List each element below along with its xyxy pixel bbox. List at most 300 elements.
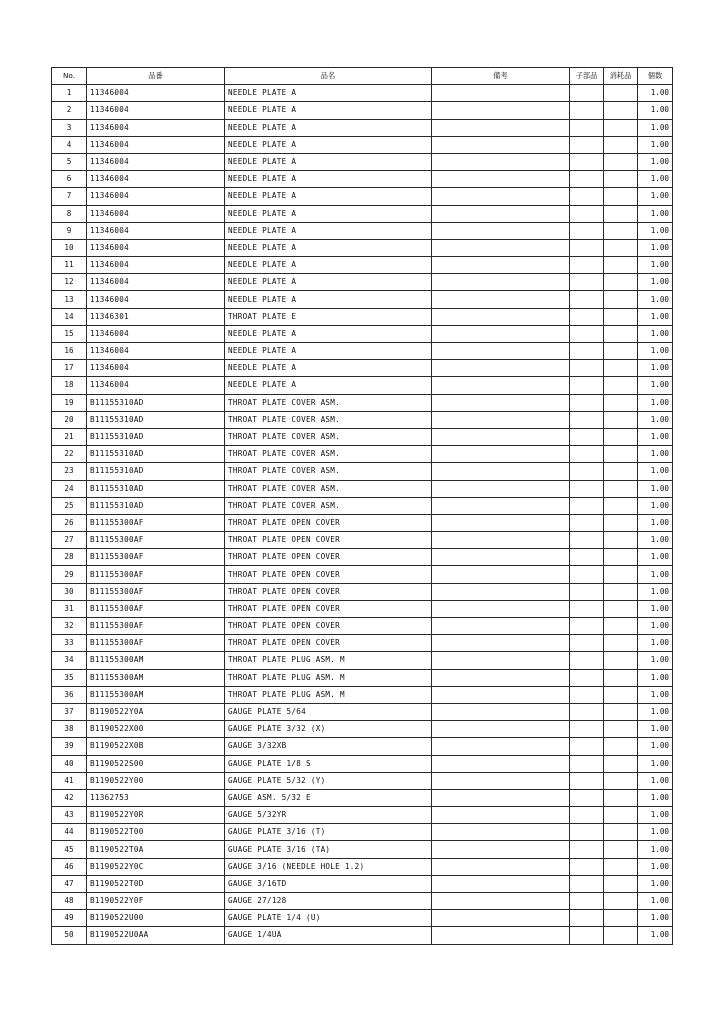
sub-part-cell — [570, 343, 604, 360]
part-number: 11346004 — [87, 239, 225, 256]
part-name: NEEDLE PLATE A — [225, 119, 432, 136]
consumable-cell — [604, 772, 638, 789]
remarks-cell — [432, 789, 570, 806]
part-number: B11155300AM — [87, 686, 225, 703]
part-number: B1190522Y0R — [87, 807, 225, 824]
consumable-cell — [604, 222, 638, 239]
consumable-cell — [604, 600, 638, 617]
quantity: 1.00 — [638, 325, 673, 342]
remarks-cell — [432, 291, 570, 308]
sub-part-cell — [570, 532, 604, 549]
row-number: 37 — [52, 703, 87, 720]
remarks-cell — [432, 119, 570, 136]
quantity: 1.00 — [638, 497, 673, 514]
part-name: NEEDLE PLATE A — [225, 205, 432, 222]
quantity: 1.00 — [638, 446, 673, 463]
part-number: B1190522U00 — [87, 910, 225, 927]
part-number: 11346004 — [87, 291, 225, 308]
table-row — [52, 205, 673, 222]
table-row — [52, 497, 673, 514]
table-row — [52, 807, 673, 824]
header-sub-part: 子部品 — [570, 68, 604, 85]
part-name: GAUGE 27/128 — [225, 893, 432, 910]
sub-part-cell — [570, 308, 604, 325]
remarks-cell — [432, 549, 570, 566]
remarks-cell — [432, 772, 570, 789]
consumable-cell — [604, 360, 638, 377]
table-header-row — [52, 68, 673, 85]
row-number: 45 — [52, 841, 87, 858]
part-name: GAUGE PLATE 5/64 — [225, 703, 432, 720]
part-name: THROAT PLATE COVER ASM. — [225, 411, 432, 428]
part-name: NEEDLE PLATE A — [225, 343, 432, 360]
part-name: THROAT PLATE COVER ASM. — [225, 497, 432, 514]
part-name: GAUGE 5/32YR — [225, 807, 432, 824]
part-number: 11346004 — [87, 188, 225, 205]
table-row — [52, 119, 673, 136]
sub-part-cell — [570, 686, 604, 703]
part-name: NEEDLE PLATE A — [225, 325, 432, 342]
remarks-cell — [432, 824, 570, 841]
remarks-cell — [432, 239, 570, 256]
remarks-cell — [432, 618, 570, 635]
consumable-cell — [604, 807, 638, 824]
part-number: B11155310AD — [87, 428, 225, 445]
part-name: THROAT PLATE PLUG ASM. M — [225, 652, 432, 669]
remarks-cell — [432, 274, 570, 291]
quantity: 1.00 — [638, 875, 673, 892]
part-name: NEEDLE PLATE A — [225, 136, 432, 153]
row-number: 20 — [52, 411, 87, 428]
quantity: 1.00 — [638, 721, 673, 738]
consumable-cell — [604, 686, 638, 703]
consumable-cell — [604, 136, 638, 153]
sub-part-cell — [570, 824, 604, 841]
quantity: 1.00 — [638, 274, 673, 291]
quantity: 1.00 — [638, 566, 673, 583]
consumable-cell — [604, 841, 638, 858]
quantity: 1.00 — [638, 171, 673, 188]
consumable-cell — [604, 858, 638, 875]
row-number: 21 — [52, 428, 87, 445]
row-number: 31 — [52, 600, 87, 617]
table-row — [52, 239, 673, 256]
consumable-cell — [604, 171, 638, 188]
consumable-cell — [604, 205, 638, 222]
part-number: B1190522T0A — [87, 841, 225, 858]
consumable-cell — [604, 824, 638, 841]
quantity: 1.00 — [638, 257, 673, 274]
quantity: 1.00 — [638, 600, 673, 617]
consumable-cell — [604, 257, 638, 274]
remarks-cell — [432, 875, 570, 892]
remarks-cell — [432, 394, 570, 411]
row-number: 2 — [52, 102, 87, 119]
part-name: THROAT PLATE COVER ASM. — [225, 446, 432, 463]
quantity: 1.00 — [638, 153, 673, 170]
quantity: 1.00 — [638, 789, 673, 806]
row-number: 7 — [52, 188, 87, 205]
part-name: NEEDLE PLATE A — [225, 85, 432, 102]
row-number: 25 — [52, 497, 87, 514]
consumable-cell — [604, 102, 638, 119]
part-number: 11346004 — [87, 85, 225, 102]
header-no: No. — [52, 68, 87, 85]
consumable-cell — [604, 721, 638, 738]
table-row — [52, 325, 673, 342]
table-row — [52, 532, 673, 549]
remarks-cell — [432, 308, 570, 325]
remarks-cell — [432, 411, 570, 428]
sub-part-cell — [570, 738, 604, 755]
consumable-cell — [604, 583, 638, 600]
consumable-cell — [604, 927, 638, 944]
row-number: 33 — [52, 635, 87, 652]
table-row — [52, 721, 673, 738]
table-row — [52, 343, 673, 360]
row-number: 1 — [52, 85, 87, 102]
table-row — [52, 102, 673, 119]
remarks-cell — [432, 910, 570, 927]
part-name: GAUGE PLATE 1/8 S — [225, 755, 432, 772]
remarks-cell — [432, 755, 570, 772]
part-name: NEEDLE PLATE A — [225, 360, 432, 377]
sub-part-cell — [570, 239, 604, 256]
sub-part-cell — [570, 274, 604, 291]
part-name: THROAT PLATE OPEN COVER — [225, 618, 432, 635]
part-name: NEEDLE PLATE A — [225, 102, 432, 119]
table-row — [52, 257, 673, 274]
sub-part-cell — [570, 325, 604, 342]
consumable-cell — [604, 239, 638, 256]
table-row — [52, 789, 673, 806]
part-number: B11155300AF — [87, 514, 225, 531]
table-row — [52, 893, 673, 910]
sub-part-cell — [570, 875, 604, 892]
part-number: B11155310AD — [87, 463, 225, 480]
remarks-cell — [432, 532, 570, 549]
sub-part-cell — [570, 669, 604, 686]
quantity: 1.00 — [638, 514, 673, 531]
row-number: 47 — [52, 875, 87, 892]
sub-part-cell — [570, 858, 604, 875]
remarks-cell — [432, 136, 570, 153]
remarks-cell — [432, 858, 570, 875]
part-name: NEEDLE PLATE A — [225, 171, 432, 188]
remarks-cell — [432, 703, 570, 720]
consumable-cell — [604, 153, 638, 170]
sub-part-cell — [570, 618, 604, 635]
table-row — [52, 222, 673, 239]
consumable-cell — [604, 618, 638, 635]
part-name: THROAT PLATE OPEN COVER — [225, 635, 432, 652]
consumable-cell — [604, 463, 638, 480]
sub-part-cell — [570, 514, 604, 531]
quantity: 1.00 — [638, 291, 673, 308]
remarks-cell — [432, 669, 570, 686]
remarks-cell — [432, 927, 570, 944]
part-number: B11155310AD — [87, 497, 225, 514]
part-name: GAUGE PLATE 3/16 (T) — [225, 824, 432, 841]
quantity: 1.00 — [638, 360, 673, 377]
table-row — [52, 669, 673, 686]
consumable-cell — [604, 549, 638, 566]
row-number: 44 — [52, 824, 87, 841]
part-name: GUAGE PLATE 3/16 (TA) — [225, 841, 432, 858]
part-number: B11155300AF — [87, 532, 225, 549]
part-name: THROAT PLATE OPEN COVER — [225, 514, 432, 531]
part-number: B11155300AM — [87, 652, 225, 669]
part-number: 11346004 — [87, 377, 225, 394]
quantity: 1.00 — [638, 532, 673, 549]
quantity: 1.00 — [638, 618, 673, 635]
part-name: THROAT PLATE PLUG ASM. M — [225, 686, 432, 703]
remarks-cell — [432, 721, 570, 738]
part-number: B1190522T0D — [87, 875, 225, 892]
remarks-cell — [432, 583, 570, 600]
row-number: 16 — [52, 343, 87, 360]
consumable-cell — [604, 291, 638, 308]
header-quantity: 個数 — [638, 68, 673, 85]
consumable-cell — [604, 875, 638, 892]
remarks-cell — [432, 360, 570, 377]
sub-part-cell — [570, 446, 604, 463]
quantity: 1.00 — [638, 188, 673, 205]
header-part-name: 品名 — [225, 68, 432, 85]
sub-part-cell — [570, 360, 604, 377]
table-row — [52, 377, 673, 394]
table-row — [52, 188, 673, 205]
sub-part-cell — [570, 721, 604, 738]
part-name: THROAT PLATE COVER ASM. — [225, 394, 432, 411]
quantity: 1.00 — [638, 102, 673, 119]
row-number: 9 — [52, 222, 87, 239]
part-name: THROAT PLATE PLUG ASM. M — [225, 669, 432, 686]
part-number: 11346004 — [87, 171, 225, 188]
part-number: 11346301 — [87, 308, 225, 325]
part-name: THROAT PLATE OPEN COVER — [225, 566, 432, 583]
row-number: 29 — [52, 566, 87, 583]
table-row — [52, 875, 673, 892]
quantity: 1.00 — [638, 772, 673, 789]
row-number: 30 — [52, 583, 87, 600]
quantity: 1.00 — [638, 858, 673, 875]
part-number: B1190522Y0F — [87, 893, 225, 910]
quantity: 1.00 — [638, 463, 673, 480]
row-number: 4 — [52, 136, 87, 153]
consumable-cell — [604, 446, 638, 463]
sub-part-cell — [570, 222, 604, 239]
consumable-cell — [604, 308, 638, 325]
parts-list-table — [51, 67, 673, 945]
table-row — [52, 274, 673, 291]
sub-part-cell — [570, 566, 604, 583]
part-number: 11346004 — [87, 360, 225, 377]
sub-part-cell — [570, 772, 604, 789]
part-name: NEEDLE PLATE A — [225, 222, 432, 239]
quantity: 1.00 — [638, 411, 673, 428]
consumable-cell — [604, 755, 638, 772]
part-number: 11346004 — [87, 153, 225, 170]
table-row — [52, 910, 673, 927]
consumable-cell — [604, 394, 638, 411]
remarks-cell — [432, 325, 570, 342]
sub-part-cell — [570, 428, 604, 445]
table-row — [52, 360, 673, 377]
row-number: 14 — [52, 308, 87, 325]
part-name: GAUGE ASM. 5/32 E — [225, 789, 432, 806]
table-row — [52, 841, 673, 858]
part-number: 11346004 — [87, 136, 225, 153]
consumable-cell — [604, 789, 638, 806]
remarks-cell — [432, 600, 570, 617]
row-number: 40 — [52, 755, 87, 772]
sub-part-cell — [570, 480, 604, 497]
row-number: 24 — [52, 480, 87, 497]
part-number: 11346004 — [87, 325, 225, 342]
quantity: 1.00 — [638, 686, 673, 703]
table-row — [52, 480, 673, 497]
table-row — [52, 618, 673, 635]
part-name: GAUGE 3/32XB — [225, 738, 432, 755]
sub-part-cell — [570, 600, 604, 617]
consumable-cell — [604, 377, 638, 394]
sub-part-cell — [570, 910, 604, 927]
row-number: 3 — [52, 119, 87, 136]
part-name: NEEDLE PLATE A — [225, 257, 432, 274]
part-number: B1190522X0B — [87, 738, 225, 755]
part-name: THROAT PLATE OPEN COVER — [225, 600, 432, 617]
part-number: 11346004 — [87, 205, 225, 222]
row-number: 46 — [52, 858, 87, 875]
part-number: 11346004 — [87, 222, 225, 239]
remarks-cell — [432, 497, 570, 514]
part-number: B1190522Y00 — [87, 772, 225, 789]
remarks-cell — [432, 807, 570, 824]
part-number: 11346004 — [87, 102, 225, 119]
row-number: 32 — [52, 618, 87, 635]
part-number: B1190522T00 — [87, 824, 225, 841]
part-number: B11155310AD — [87, 394, 225, 411]
part-number: B1190522Y0A — [87, 703, 225, 720]
table-row — [52, 291, 673, 308]
sub-part-cell — [570, 463, 604, 480]
part-number: B1190522X00 — [87, 721, 225, 738]
remarks-cell — [432, 480, 570, 497]
consumable-cell — [604, 325, 638, 342]
row-number: 38 — [52, 721, 87, 738]
quantity: 1.00 — [638, 755, 673, 772]
table-row — [52, 136, 673, 153]
consumable-cell — [604, 188, 638, 205]
remarks-cell — [432, 102, 570, 119]
row-number: 13 — [52, 291, 87, 308]
quantity: 1.00 — [638, 428, 673, 445]
remarks-cell — [432, 841, 570, 858]
table-row — [52, 411, 673, 428]
remarks-cell — [432, 171, 570, 188]
consumable-cell — [604, 411, 638, 428]
row-number: 18 — [52, 377, 87, 394]
part-name: NEEDLE PLATE A — [225, 153, 432, 170]
part-number: 11362753 — [87, 789, 225, 806]
part-number: B1190522Y0C — [87, 858, 225, 875]
quantity: 1.00 — [638, 308, 673, 325]
consumable-cell — [604, 514, 638, 531]
part-name: THROAT PLATE OPEN COVER — [225, 583, 432, 600]
table-row — [52, 514, 673, 531]
row-number: 28 — [52, 549, 87, 566]
table-row — [52, 824, 673, 841]
consumable-cell — [604, 274, 638, 291]
quantity: 1.00 — [638, 703, 673, 720]
table-row — [52, 171, 673, 188]
part-name: NEEDLE PLATE A — [225, 377, 432, 394]
remarks-cell — [432, 566, 570, 583]
remarks-cell — [432, 343, 570, 360]
part-name: THROAT PLATE E — [225, 308, 432, 325]
table-row — [52, 549, 673, 566]
sub-part-cell — [570, 394, 604, 411]
row-number: 15 — [52, 325, 87, 342]
row-number: 17 — [52, 360, 87, 377]
header-part-number: 品番 — [87, 68, 225, 85]
part-number: B11155300AF — [87, 566, 225, 583]
sub-part-cell — [570, 205, 604, 222]
table-row — [52, 635, 673, 652]
row-number: 5 — [52, 153, 87, 170]
consumable-cell — [604, 119, 638, 136]
consumable-cell — [604, 343, 638, 360]
quantity: 1.00 — [638, 205, 673, 222]
quantity: 1.00 — [638, 222, 673, 239]
sub-part-cell — [570, 377, 604, 394]
sub-part-cell — [570, 703, 604, 720]
table-row — [52, 600, 673, 617]
table-row — [52, 772, 673, 789]
remarks-cell — [432, 893, 570, 910]
consumable-cell — [604, 428, 638, 445]
row-number: 41 — [52, 772, 87, 789]
sub-part-cell — [570, 257, 604, 274]
part-number: B11155300AF — [87, 549, 225, 566]
consumable-cell — [604, 85, 638, 102]
table-row — [52, 652, 673, 669]
quantity: 1.00 — [638, 239, 673, 256]
part-name: GAUGE PLATE 1/4 (U) — [225, 910, 432, 927]
remarks-cell — [432, 222, 570, 239]
quantity: 1.00 — [638, 738, 673, 755]
consumable-cell — [604, 497, 638, 514]
consumable-cell — [604, 893, 638, 910]
part-name: GAUGE 1/4UA — [225, 927, 432, 944]
sub-part-cell — [570, 789, 604, 806]
part-name: GAUGE 3/16TD — [225, 875, 432, 892]
table-row — [52, 153, 673, 170]
quantity: 1.00 — [638, 927, 673, 944]
row-number: 48 — [52, 893, 87, 910]
row-number: 34 — [52, 652, 87, 669]
consumable-cell — [604, 652, 638, 669]
part-name: GAUGE 3/16 (NEEDLE HOLE 1.2) — [225, 858, 432, 875]
quantity: 1.00 — [638, 549, 673, 566]
sub-part-cell — [570, 635, 604, 652]
consumable-cell — [604, 635, 638, 652]
part-number: B1190522U0AA — [87, 927, 225, 944]
quantity: 1.00 — [638, 377, 673, 394]
quantity: 1.00 — [638, 807, 673, 824]
part-number: B11155310AD — [87, 480, 225, 497]
